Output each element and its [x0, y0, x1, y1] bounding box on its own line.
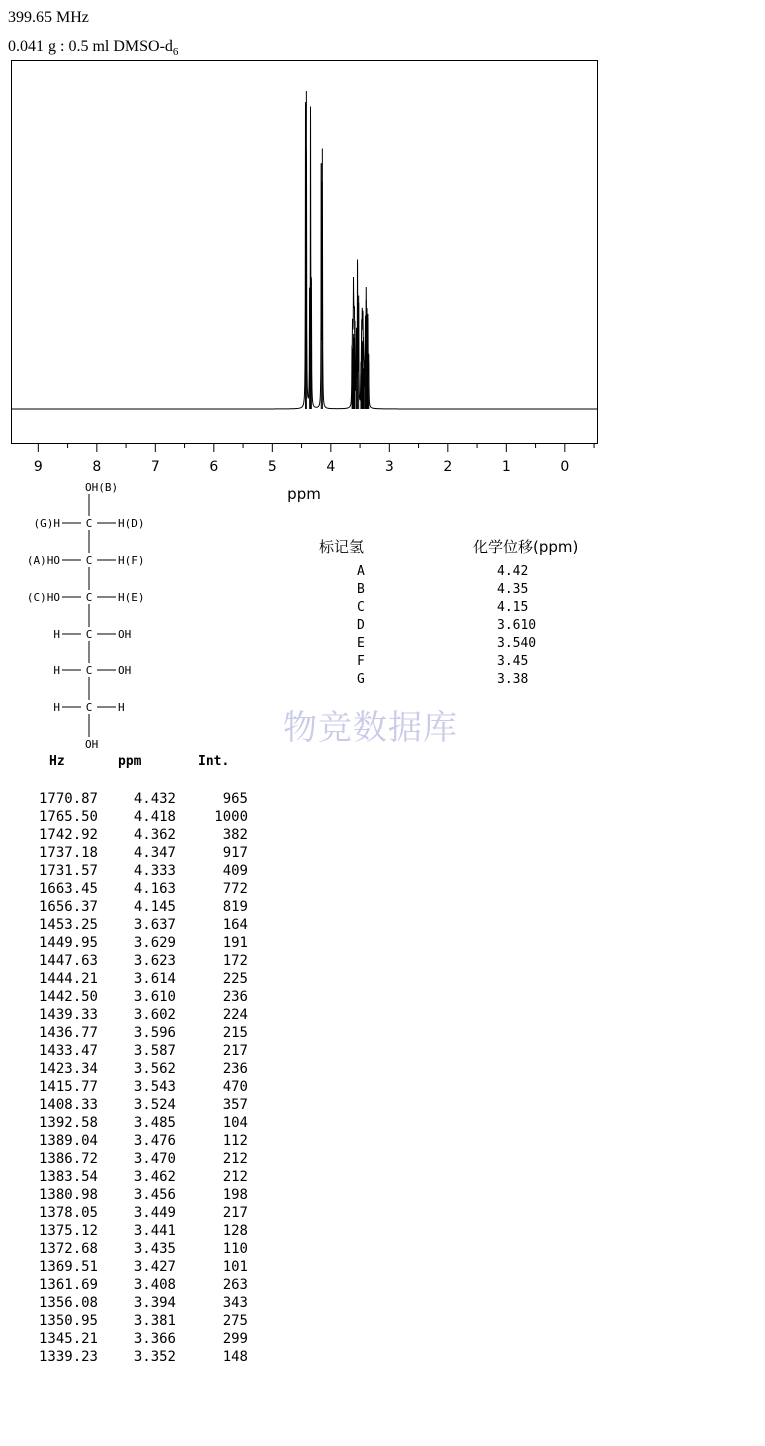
peak-intensity: 225 [222, 971, 248, 987]
peak-intensity: 217 [222, 1205, 248, 1221]
peak-ppm: 3.623 [133, 953, 176, 969]
assignment-shift: 3.45 [497, 654, 529, 669]
peak-row [22, 862, 248, 880]
peak-row [22, 1222, 248, 1240]
peak-ppm: 4.145 [133, 899, 176, 915]
peak-hz: 1444.21 [38, 971, 98, 987]
peak-ppm: 4.362 [133, 827, 176, 843]
structure-left-group: H [53, 628, 60, 641]
peak-ppm: 4.347 [133, 845, 176, 861]
peak-intensity: 112 [222, 1133, 248, 1149]
peak-row [22, 1294, 248, 1312]
peak-hz: 1433.47 [38, 1043, 98, 1059]
x-tick-label: 6 [209, 459, 219, 475]
peak-hz: 1663.45 [38, 881, 98, 897]
peak-ppm: 3.476 [133, 1133, 176, 1149]
peak-intensity: 382 [222, 827, 248, 843]
peak-hz: 1436.77 [38, 1025, 98, 1041]
peak-hz: 1389.04 [38, 1133, 98, 1149]
peak-row [22, 1096, 248, 1114]
structure-carbon: C [85, 701, 93, 714]
peak-row [22, 1240, 248, 1258]
peak-hz: 1737.18 [38, 845, 98, 861]
sample-text: 0.041 g : 0.5 ml DMSO-d [8, 38, 173, 55]
peak-intensity: 299 [222, 1331, 248, 1347]
peak-ppm: 3.394 [133, 1295, 176, 1311]
peak-ppm: 4.418 [133, 809, 176, 825]
peak-row [22, 898, 248, 916]
peak-row [22, 1024, 248, 1042]
peak-ppm: 3.435 [133, 1241, 176, 1257]
structure-carbon: C [85, 591, 93, 604]
peak-intensity: 215 [222, 1025, 248, 1041]
peak-intensity: 470 [222, 1079, 248, 1095]
peak-hz: 1356.08 [38, 1295, 98, 1311]
peak-ppm: 3.449 [133, 1205, 176, 1221]
peak-row [22, 790, 248, 808]
peak-hz: 1345.21 [38, 1331, 98, 1347]
peak-row [22, 1150, 248, 1168]
peak-intensity: 965 [222, 791, 248, 807]
peak-ppm: 3.408 [133, 1277, 176, 1293]
peak-hz: 1361.69 [38, 1277, 98, 1293]
peak-ppm: 3.441 [133, 1223, 176, 1239]
peak-row [22, 1114, 248, 1132]
spectrum-trace [12, 104, 597, 409]
assignment-label: D [357, 618, 365, 633]
assignment-label: C [357, 600, 365, 615]
peak-ppm: 3.610 [133, 989, 176, 1005]
structure-left-group: H [53, 701, 60, 714]
peak-row [22, 1186, 248, 1204]
peak-ppm: 3.637 [133, 917, 176, 933]
peak-intensity: 198 [222, 1187, 248, 1203]
peak-hz: 1339.23 [38, 1349, 98, 1365]
structure-left-group: (A)HO [26, 554, 60, 567]
peak-row [22, 880, 248, 898]
peak-hz: 1350.95 [38, 1313, 98, 1329]
peak-row [22, 1006, 248, 1024]
x-tick-label: 7 [150, 459, 160, 475]
peak-ppm: 3.587 [133, 1043, 176, 1059]
peak-ppm: 4.432 [133, 791, 176, 807]
peak-hz: 1380.98 [38, 1187, 98, 1203]
peak-row [22, 808, 248, 826]
peak-ppm: 3.562 [133, 1061, 176, 1077]
assignment-label: G [357, 672, 365, 687]
x-tick-label: 9 [33, 459, 43, 475]
x-tick-label: 5 [267, 459, 277, 475]
peak-row [22, 970, 248, 988]
peak-intensity: 409 [222, 863, 248, 879]
assignment-label: F [357, 654, 365, 669]
assignment-shift: 4.15 [497, 600, 529, 615]
peak-ppm: 3.596 [133, 1025, 176, 1041]
structure-right-group: H(E) [118, 591, 145, 604]
peak-hz: 1378.05 [38, 1205, 98, 1221]
peak-row [22, 1276, 248, 1294]
assignment-label: A [357, 564, 365, 579]
peak-row [22, 1258, 248, 1276]
structure-left-group: (G)H [33, 517, 60, 530]
peak-intensity: 343 [222, 1295, 248, 1311]
x-tick-label: 1 [501, 459, 511, 475]
peak-intensity: 357 [222, 1097, 248, 1113]
peak-ppm: 3.352 [133, 1349, 176, 1365]
peak-hz: 1447.63 [38, 953, 98, 969]
structure-left-group: H [53, 664, 60, 677]
peak-hz: 1415.77 [38, 1079, 98, 1095]
assignment-shift: 4.35 [497, 582, 529, 597]
peak-hz: 1375.12 [38, 1223, 98, 1239]
peak-hz: 1731.57 [38, 863, 98, 879]
assignment-shift: 3.610 [497, 618, 537, 633]
structure-right-group: H [118, 701, 125, 714]
peak-intensity: 263 [222, 1277, 248, 1293]
structure-left-group: (C)HO [26, 591, 60, 604]
peak-intensity: 128 [222, 1223, 248, 1239]
assignment-shift: 4.42 [497, 564, 529, 579]
peak-intensity: 275 [222, 1313, 248, 1329]
spectrometer-frequency: 399.65 MHz [8, 9, 89, 26]
peak-ppm: 3.524 [133, 1097, 176, 1113]
peak-row [22, 844, 248, 862]
peak-intensity: 212 [222, 1151, 248, 1167]
peak-hz: 1765.50 [38, 809, 98, 825]
peak-hz: 1449.95 [38, 935, 98, 951]
peak-intensity: 917 [222, 845, 248, 861]
peak-intensity: 224 [222, 1007, 248, 1023]
peak-row [22, 1060, 248, 1078]
peak-ppm: 3.614 [133, 971, 176, 987]
peak-row [22, 1042, 248, 1060]
assignment-shifts [497, 563, 536, 689]
peak-hz: 1742.92 [38, 827, 98, 843]
assignment-label: B [357, 582, 365, 597]
assignment-shift-header: 化学位移(ppm) [473, 538, 579, 556]
peak-row [22, 1078, 248, 1096]
peak-ppm: 3.629 [133, 935, 176, 951]
structure-right-group: H(F) [118, 554, 145, 567]
peak-col-ppm-header: ppm [118, 754, 142, 769]
peak-row [22, 952, 248, 970]
peak-intensity: 172 [222, 953, 248, 969]
peak-intensity: 772 [222, 881, 248, 897]
peak-ppm: 3.427 [133, 1259, 176, 1275]
peak-col-int-header: Int. [198, 754, 230, 769]
peak-hz: 1383.54 [38, 1169, 98, 1185]
peak-ppm: 4.163 [133, 881, 176, 897]
peak-ppm: 3.470 [133, 1151, 176, 1167]
structure-carbon: C [85, 664, 93, 677]
peak-hz: 1770.87 [38, 791, 98, 807]
assignment-shift: 3.38 [497, 672, 529, 687]
peak-ppm: 4.333 [133, 863, 176, 879]
peak-ppm: 3.485 [133, 1115, 176, 1131]
peak-intensity: 236 [222, 989, 248, 1005]
peak-hz: 1423.34 [38, 1061, 98, 1077]
peak-hz: 1372.68 [38, 1241, 98, 1257]
peak-intensity: 1000 [214, 809, 248, 825]
peak-row [22, 1204, 248, 1222]
assignment-label: E [357, 636, 365, 651]
watermark: 物竞数据库 [283, 708, 458, 748]
peak-row [22, 1168, 248, 1186]
peak-hz: 1369.51 [38, 1259, 98, 1275]
x-tick-label: 0 [560, 459, 570, 475]
peak-ppm: 3.456 [133, 1187, 176, 1203]
peak-hz: 1392.58 [38, 1115, 98, 1131]
peak-intensity: 217 [222, 1043, 248, 1059]
structure-right-group: H(D) [118, 517, 145, 530]
peak-col-hz-header: Hz [49, 754, 65, 769]
peak-intensity: 164 [222, 917, 248, 933]
peak-intensity: 236 [222, 1061, 248, 1077]
peak-intensity: 101 [222, 1259, 248, 1275]
peak-intensity: 191 [222, 935, 248, 951]
structure-carbon: C [85, 554, 93, 567]
peak-intensity: 148 [222, 1349, 248, 1365]
sample-subscript: 6 [172, 46, 179, 59]
assignment-label-header: 标记氢 [319, 538, 365, 556]
x-tick-label: 2 [443, 459, 453, 475]
nmr-spectrum-chart [0, 0, 765, 510]
peak-hz: 1408.33 [38, 1097, 98, 1113]
peak-hz: 1442.50 [38, 989, 98, 1005]
peak-table [22, 790, 248, 1366]
peak-ppm: 3.366 [133, 1331, 176, 1347]
structure-carbon: C [85, 517, 93, 530]
peak-row [22, 826, 248, 844]
peak-ppm: 3.381 [133, 1313, 176, 1329]
peak-hz: 1386.72 [38, 1151, 98, 1167]
peak-row [22, 1312, 248, 1330]
peak-row [22, 1348, 248, 1366]
peak-row [22, 1330, 248, 1348]
peak-intensity: 819 [222, 899, 248, 915]
assignment-shift: 3.540 [497, 636, 537, 651]
peak-hz: 1439.33 [38, 1007, 98, 1023]
x-axis-title: ppm [287, 485, 321, 503]
peak-intensity: 104 [222, 1115, 248, 1131]
structure-bottom-group: OH [85, 738, 99, 751]
peak-row [22, 916, 248, 934]
peak-intensity: 212 [222, 1169, 248, 1185]
peak-ppm: 3.602 [133, 1007, 176, 1023]
peak-ppm: 3.543 [133, 1079, 176, 1095]
peak-row [22, 988, 248, 1006]
peak-row [22, 934, 248, 952]
x-tick-label: 4 [326, 459, 336, 475]
structure-carbon: C [85, 628, 93, 641]
structure-top-group: OH(B) [85, 481, 119, 494]
assignment-labels [357, 563, 365, 689]
x-tick-label: 8 [92, 459, 102, 475]
peak-hz: 1656.37 [38, 899, 98, 915]
structure-right-group: OH [118, 628, 132, 641]
molecule-structure [0, 470, 290, 760]
x-tick-label: 3 [384, 459, 394, 475]
peak-intensity: 110 [222, 1241, 248, 1257]
peak-row [22, 1132, 248, 1150]
peak-ppm: 3.462 [133, 1169, 176, 1185]
structure-right-group: OH [118, 664, 132, 677]
peak-hz: 1453.25 [38, 917, 98, 933]
